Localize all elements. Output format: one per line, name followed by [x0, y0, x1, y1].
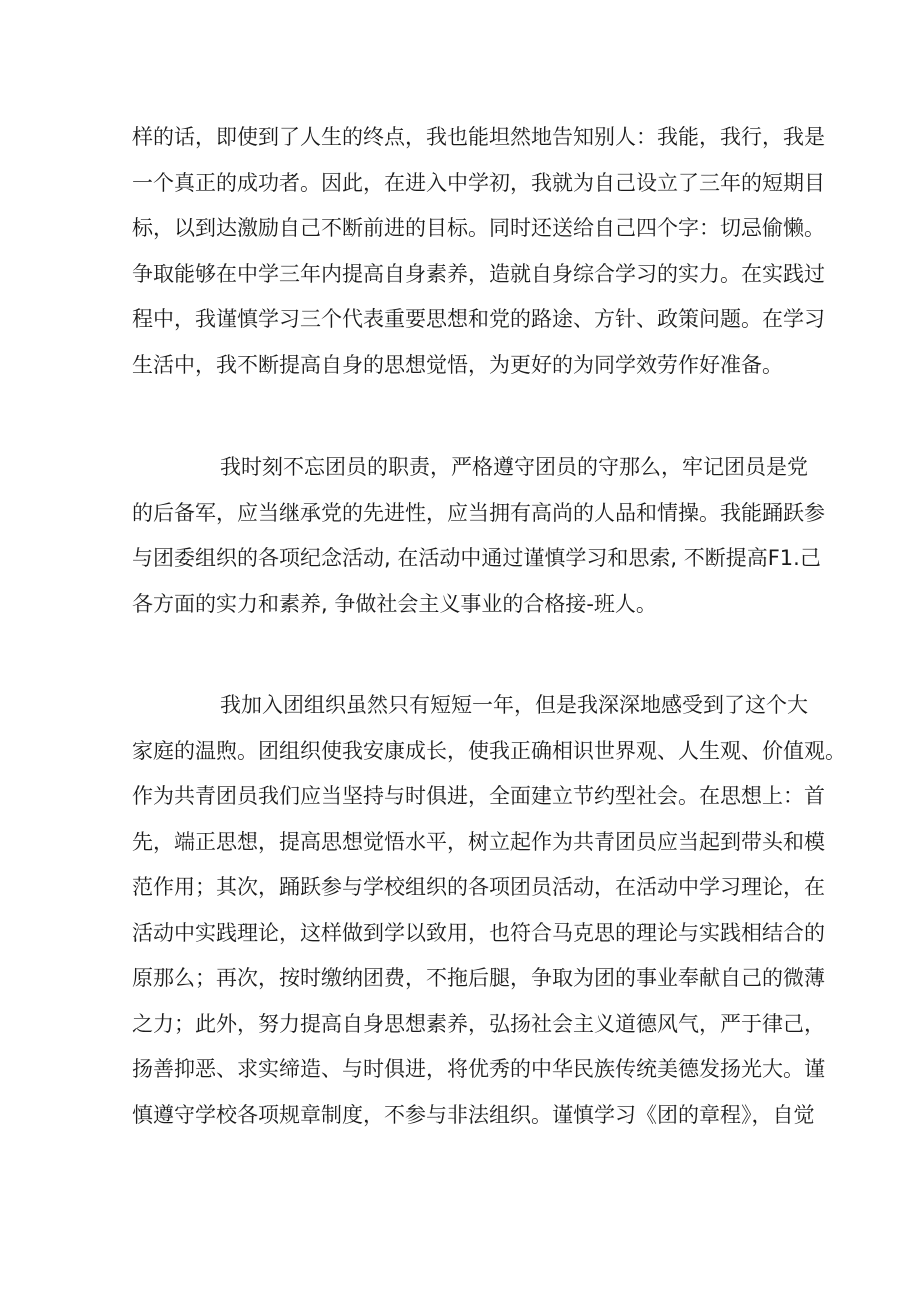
- paragraph-2: [132, 445, 825, 627]
- text-line: 的后备军，应当继承党的先进性，应当拥有高尚的人品和情操。我能踊跃参: [132, 500, 825, 525]
- text-line: 慎遵守学校各项规章制度，不参与非法组织。谨慎学习《团的章程》，自觉: [132, 1102, 815, 1127]
- text-line: 作为共青团员我们应当坚持与时俱进，全面建立节约型社会。在思想上：首: [132, 784, 825, 808]
- text-line: 争取能够在中学三年内提高自身素养，造就自身综合学习的实力。在实践过: [132, 261, 825, 286]
- paragraph-3: [132, 683, 846, 1138]
- text-line: 我时刻不忘团员的职责，严格遵守团员的守那么，牢记团员是党: [220, 455, 808, 479]
- text-line: 一个真正的成功者。因此，在进入中学初，我就为自己设立了三年的短期目: [132, 170, 825, 195]
- text-line: 扬善抑恶、求实缔造、与时俱进，将优秀的中华民族传统美德发扬光大。谨: [132, 1057, 825, 1081]
- text-line: 程中，我谨慎学习三个代表重要思想和党的路途、方针、政策问题。在学习: [132, 307, 825, 331]
- text-line: 与团委组织的各项纪念活动, 在活动中通过谨慎学习和思索, 不断提高F1.己: [132, 546, 821, 570]
- text-line: 先，端正思想，提高思想觉悟水平，树立起作为共青团员应当起到带头和模: [132, 829, 825, 854]
- text-line: 家庭的温煦。团组织使我安康成长，使我正确相识世界观、人生观、价值观。: [132, 738, 846, 763]
- text-line: 各方面的实力和素养, 争做社会主义事业的合格接-班人。: [132, 591, 657, 616]
- text-line: 范作用；其次，踊跃参与学校组织的各项团员活动，在活动中学习理论，在: [132, 875, 825, 899]
- text-line: 之力；此外，努力提高自身思想素养，弘扬社会主义道德风气，严于律己，: [132, 1011, 825, 1036]
- text-line: 原那么；再次，按时缴纳团费，不拖后腿，争取为团的事业奉献自己的微薄: [132, 966, 825, 990]
- text-line: 活动中实践理论，这样做到学以致用，也符合马克思的理论与实践相结合的: [132, 920, 825, 945]
- text-line: 生活中，我不断提高自身的思想觉悟，为更好的为同学效劳作好准备。: [132, 352, 783, 377]
- text-line: 样的话，即使到了人生的终点，我也能坦然地告知别人：我能，我行，我是: [132, 125, 825, 149]
- text-line: 我加入团组织虽然只有短短一年，但是我深深地感受到了这个大: [220, 693, 808, 717]
- text-line: 标，以到达激励自己不断前进的目标。同时还送给自己四个字：切忌偷懒。: [132, 216, 825, 240]
- paragraph-1: [132, 115, 825, 388]
